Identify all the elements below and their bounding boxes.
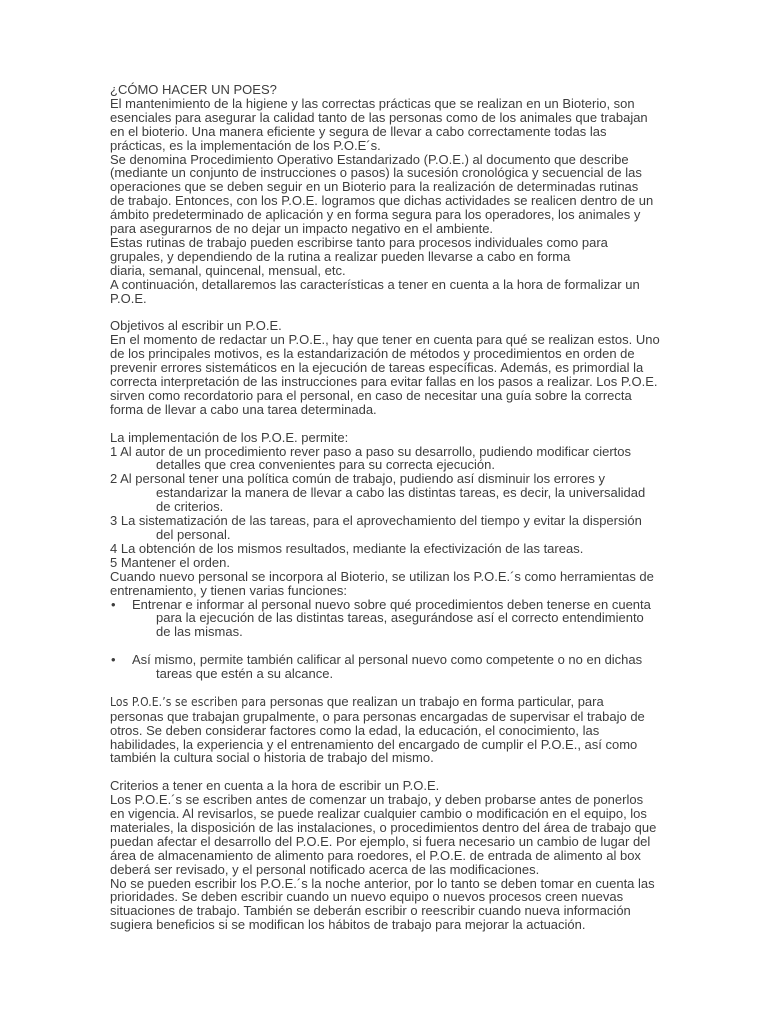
intro-line: Se denomina Procedimiento Operativo Estandarizado (P.O.E.) al documento que describe: [110, 151, 629, 167]
intro-line: prácticas, es la implementación de los P.O.E´s.: [110, 137, 381, 153]
intro-line: diaria, semanal, quincenal, mensual, etc.: [110, 262, 346, 278]
implementacion-section: [110, 431, 668, 681]
intro-line: de trabajo. Entonces, con los P.O.E. logramos que dichas actividades se realicen dentro de un: [110, 193, 654, 209]
objetivos-line: sirven como recordatorio para el personal, en caso de necesitar una guía sobre la correcta: [110, 387, 632, 403]
intro-line: para asegurarnos de no dejar un impacto negativo en el ambiente.: [110, 221, 494, 237]
numbered-item: 3 La sistematización de las tareas, para el aprovechamiento del tiempo y evitar la dispersión: [110, 513, 642, 529]
numbered-item: 4 La obtención de los mismos resultados, mediante la efectivización de las tareas.: [110, 540, 584, 556]
criterios-line: puedan afectar el desarrollo del P.O.E. Por ejemplo, si fuera necesario un cambio de lugar del: [110, 833, 651, 849]
entrenamiento-line: Cuando nuevo personal se incorpora al Bioterio, se utilizan los P.O.E.´s como herramientas de: [110, 568, 654, 584]
objetivos-line: Objetivos al escribir un P.O.E.: [110, 318, 282, 334]
criterios-line: situaciones de trabajo. También se deberán escribir o reescribir cuando nueva información: [110, 903, 631, 919]
intro-line: Estas rutinas de trabajo pueden escribirse tanto para procesos individuales como para: [110, 234, 608, 250]
numbered-item-continuation: de criterios.: [156, 499, 224, 515]
objetivos-section: [110, 319, 668, 416]
intro-line: El mantenimiento de la higiene y las correctas prácticas que se realizan en un Bioterio, son: [110, 95, 635, 111]
numbered-item: 2 Al personal tener una política común de trabajo, pudiendo así disminuir los errores y: [110, 471, 606, 487]
entrenamiento-line: entrenamiento, y tienen varias funciones:: [110, 582, 348, 598]
criterios-section: [110, 779, 668, 932]
implementacion-list: [110, 445, 668, 570]
intro-line: A continuación, detallaremos las características a tener en cuenta a la hora de formalizar un: [110, 276, 640, 292]
escriben-lead-rest: personas que realizan un trabajo en forma particular, para: [266, 693, 604, 709]
criterios-line: Los P.O.E.´s se escriben antes de comenzar un trabajo, y deben probarse antes de ponerlos: [110, 792, 644, 808]
document-title: ¿CÓMO HACER UN POES?: [110, 82, 277, 97]
bullet-continuation: [110, 611, 668, 639]
intro-line: ámbito predeterminado de aplicación y en forma segura para los operadores, los animales y: [110, 207, 641, 223]
intro-line: en el bioterio. Una manera eficiente y segura de llevar a cabo correctamente todas las: [110, 123, 607, 139]
bullet-continuation-line: tareas que estén a su alcance.: [156, 666, 334, 682]
numbered-item-continuation: estandarizar la manera de llevar a cabo las distintas tareas, es decir, la universalidad: [156, 485, 646, 501]
bullet-mark: •: [111, 596, 116, 612]
escriben-first-line: [110, 695, 668, 710]
escriben-line: también la cultura social o historia de trabajo del mismo.: [110, 750, 434, 766]
criterios-line: en vigencia. Al revisarlos, se puede realizar cualquier cambio o modificación en el equipo, los: [110, 806, 647, 822]
objetivos-line: prevenir errores sistemáticos en la ejecución de tareas específicas. Además, es primordial la: [110, 360, 644, 376]
escriben-line: otros. Se deben considerar factores como la edad, la educación, el conocimiento, las: [110, 722, 600, 738]
objetivos-line: de los principales motivos, es la estandarización de métodos y procedimientos en orden de: [110, 346, 635, 362]
criterios-line: materiales, la disposición de las instalaciones, o procedimientos dentro del área de trabajo que: [110, 819, 657, 835]
bullet-text: Así mismo, permite también calificar al personal nuevo como competente o no en dichas: [132, 652, 643, 668]
intro-line: grupales, y dependiendo de la rutina a realizar pueden llevarse a cabo en forma: [110, 248, 571, 264]
criterios-line: prioridades. Se deben escribir cuando un nuevo equipo o nuevos procesos creen nuevas: [110, 889, 624, 905]
intro-section: [110, 97, 668, 306]
escriben-paragraph: [110, 710, 668, 766]
bullet-continuation: [110, 667, 668, 681]
bullet-continuation-line: de las mismas.: [156, 624, 243, 640]
numbered-item: 5 Mantener el orden.: [110, 554, 230, 570]
escriben-lead: Los P.O.E.’s se escriben para: [110, 694, 267, 709]
criterios-line: No se pueden escribir los P.O.E.´s la noche anterior, por lo tanto se deben tomar en cuenta las: [110, 875, 655, 891]
escriben-line: habilidades, la experiencia y el entrenamiento del encargado de cumplir el P.O.E., así como: [110, 736, 638, 752]
bullet-continuation-line: para la ejecución de las distintas tareas, asegurándose así el correcto entendimiento: [156, 610, 644, 626]
entrenamiento-paragraph: [110, 570, 668, 598]
criterios-line: Criterios a tener en cuenta a la hora de escribir un P.O.E.: [110, 778, 440, 794]
intro-line: esenciales para asegurar la calidad tanto de las personas como de los animales que trabajan: [110, 109, 648, 125]
objetivos-line: correcta interpretación de las instrucciones para evitar fallas en los pasos a realizar. Los P.O.E.: [110, 374, 658, 390]
objetivos-line: En el momento de redactar un P.O.E., hay que tener en cuenta para qué se realizan estos. Uno: [110, 332, 660, 348]
escriben-section: [110, 695, 668, 766]
numbered-item: 1 Al autor de un procedimiento rever paso a paso su desarrollo, pudiendo modificar ciertos: [110, 443, 632, 459]
numbered-item-continuation: del personal.: [156, 526, 231, 542]
intro-line: (mediante un conjunto de instrucciones o pasos) la sucesión cronológica y secuencial de las: [110, 165, 642, 181]
bullet-text: Entrenar e informar al personal nuevo sobre qué procedimientos deben tenerse en cuenta: [132, 596, 651, 612]
criterios-line: deberá ser revisado, y el personal notificado acerca de las modificaciones.: [110, 861, 540, 877]
bullet-mark: •: [111, 652, 116, 668]
implementacion-heading: La implementación de los P.O.E. permite:: [110, 429, 349, 445]
bullet-item: [110, 653, 668, 667]
escriben-line: personas que trabajan grupalmente, o para personas encargadas de supervisar el trabajo de: [110, 708, 645, 724]
objetivos-line: forma de llevar a cabo una tarea determinada.: [110, 401, 377, 417]
bullet-item: [110, 598, 668, 612]
intro-line: P.O.E.: [110, 290, 147, 306]
criterios-line: área de almacenamiento de alimento para roedores, el P.O.E. de entrada de alimento al box: [110, 847, 641, 863]
intro-line: operaciones que se deben seguir en un Bioterio para la realización de determinadas rutinas: [110, 179, 639, 195]
criterios-line: sugiera beneficios si se modifican los hábitos de trabajo para mejorar la actuación.: [110, 917, 586, 933]
numbered-item-continuation: detalles que crea convenientes para su correcta ejecución.: [156, 457, 495, 473]
